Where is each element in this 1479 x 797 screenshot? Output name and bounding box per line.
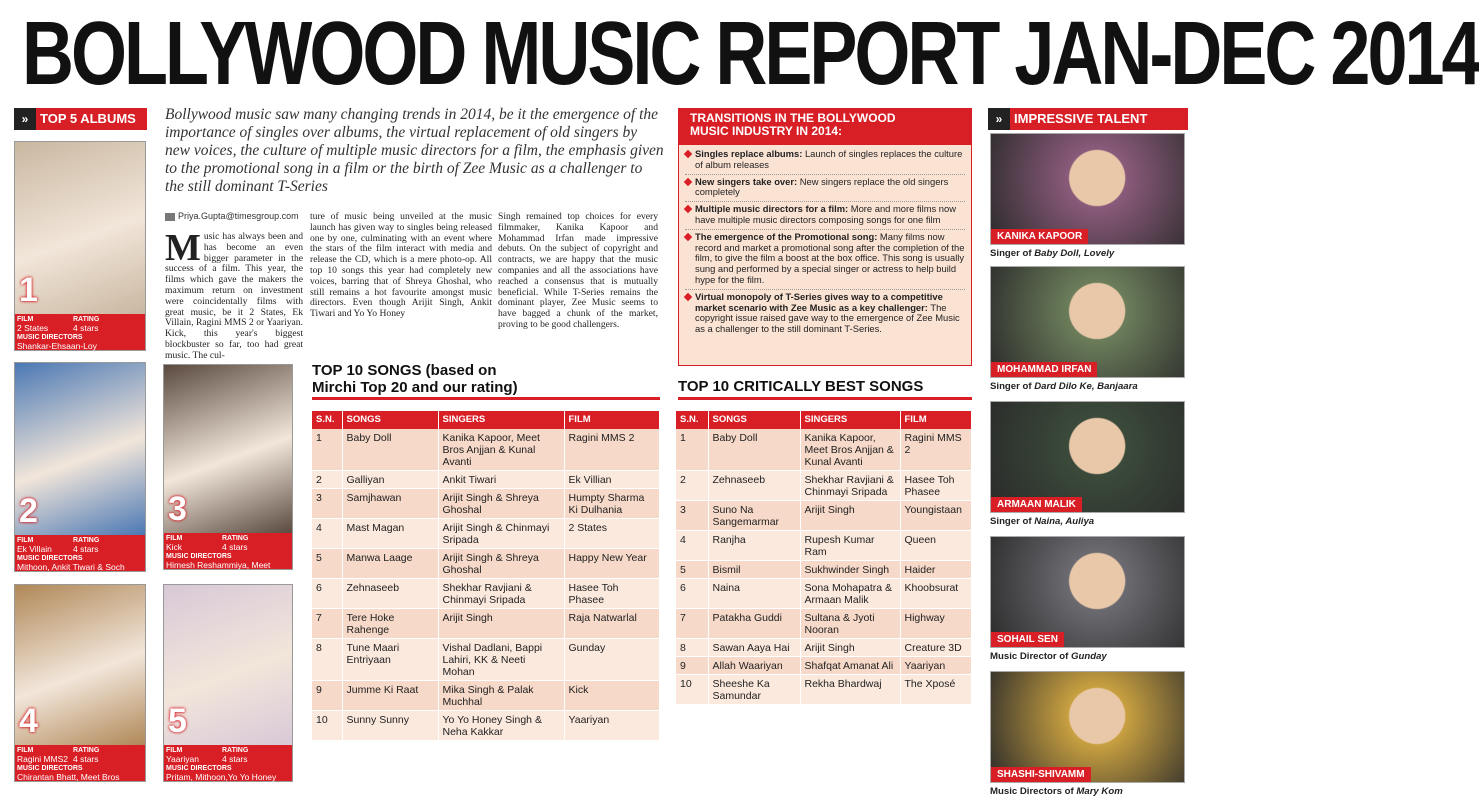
table-cell: Arijit Singh & Shreya Ghoshal bbox=[438, 549, 564, 579]
table-cell: Tune Maari Entriyaan bbox=[342, 639, 438, 681]
table-cell: Manwa Laage bbox=[342, 549, 438, 579]
table-row bbox=[312, 549, 660, 579]
table-cell: Rupesh Kumar Ram bbox=[800, 531, 900, 561]
talent-caption: Singer of Naina, Auliya bbox=[990, 516, 1095, 527]
col-singers: SINGERS bbox=[800, 411, 900, 429]
table-cell: Shafqat Amanat Ali bbox=[800, 657, 900, 675]
table-cell: 1 bbox=[676, 429, 708, 471]
album-meta: FILM RATING Kick 4 stars MUSIC DIRECTORS Himesh Reshammiya, Meet Bros Anjjan, Yo Yo Honey Singh bbox=[164, 533, 292, 569]
table-cell: Sawan Aaya Hai bbox=[708, 639, 800, 657]
talent-caption: Singer of Dard Dilo Ke, Banjaara bbox=[990, 381, 1138, 392]
album-card bbox=[163, 584, 293, 791]
table-row bbox=[676, 561, 972, 579]
diamond-bullet-icon bbox=[684, 150, 692, 158]
table-row bbox=[312, 519, 660, 549]
table-cell: Arijit Singh & Shreya Ghoshal bbox=[438, 489, 564, 519]
intro-text: Bollywood music saw many changing trends in 2014, be it the emergence of the importance of singles over albums, the virtual replacement of old singers by new voices, the culture of multiple music directors for a film, the emphasis given to the promotional song in a film or the birth of Zee Music as a challenger to the still dominant T-Series bbox=[165, 106, 664, 195]
table-cell: Suno Na Sangemarmar bbox=[708, 501, 800, 531]
album-directors: Shankar-Ehsaan-Loy bbox=[17, 341, 97, 351]
table-cell: 1 bbox=[312, 429, 342, 471]
chevron-down-icon: » bbox=[14, 108, 36, 130]
table-cell: Baby Doll bbox=[342, 429, 438, 471]
album-rank: 1 bbox=[19, 271, 38, 309]
table-row bbox=[312, 489, 660, 519]
table-cell: 4 bbox=[676, 531, 708, 561]
table-cell: Jumme Ki Raat bbox=[342, 681, 438, 711]
top10-table bbox=[312, 411, 660, 741]
table-cell: 6 bbox=[676, 579, 708, 609]
album-directors: Himesh Reshammiya, Meet Bros Anjjan, Yo Yo Honey Singh bbox=[166, 560, 287, 579]
diamond-bullet-icon bbox=[684, 177, 692, 185]
table-cell: Zehnaseeb bbox=[708, 471, 800, 501]
table-cell: 10 bbox=[676, 675, 708, 705]
album-rank: 4 bbox=[19, 702, 38, 740]
diamond-bullet-icon bbox=[684, 205, 692, 213]
table-row bbox=[312, 609, 660, 639]
table-row bbox=[312, 429, 660, 471]
talent-name: SHASHI-SHIVAMM bbox=[991, 767, 1091, 782]
talent-heading: » IMPRESSIVE TALENT bbox=[988, 108, 1188, 130]
table-cell: Yaariyan bbox=[564, 711, 660, 741]
talent-photo bbox=[990, 133, 1185, 245]
col-songs: SONGS bbox=[708, 411, 800, 429]
table-cell: Kanika Kapoor, Meet Bros Anjjan & Kunal Avanti bbox=[438, 429, 564, 471]
table-cell: Bismil bbox=[708, 561, 800, 579]
table-cell: 3 bbox=[676, 501, 708, 531]
table-cell: The Xposé bbox=[900, 675, 972, 705]
talent-photo bbox=[990, 536, 1185, 648]
table-cell: Naina bbox=[708, 579, 800, 609]
album-card bbox=[14, 141, 146, 351]
table-cell: 5 bbox=[676, 561, 708, 579]
table-row bbox=[676, 639, 972, 657]
table-cell: 2 bbox=[676, 471, 708, 501]
album-directors: Pritam, Mithoon,Yo Yo Honey Singh, Arko Pravo Mukherjee bbox=[166, 772, 277, 791]
table-cell: Haider bbox=[900, 561, 972, 579]
table-row bbox=[312, 471, 660, 489]
table-cell: 2 States bbox=[564, 519, 660, 549]
talent-photo bbox=[990, 671, 1185, 783]
talent-caption: Music Directors of Mary Kom bbox=[990, 786, 1123, 797]
album-rank: 5 bbox=[168, 702, 187, 740]
critics-rule bbox=[678, 397, 972, 400]
talent-caption: Music Director of Gunday bbox=[990, 651, 1107, 662]
table-cell: Sultana & Jyoti Nooran bbox=[800, 609, 900, 639]
article-col-3: Singh remained top choices for every filmmaker, Kanika Kapoor and Mohammad Irfan made impressive debuts. On the subject of copyright and contracts, we are happy that the music companies and all the associations have reached a consensus that is mutually beneficial. While T-Series remains the dominant player, Zee Music seems to have bagged a chunk of the market, proving to be good challengers. bbox=[498, 211, 658, 330]
chevron-down-icon: » bbox=[988, 108, 1010, 130]
talent-name: MOHAMMAD IRFAN bbox=[991, 362, 1097, 377]
top10-rule bbox=[312, 397, 660, 400]
table-cell: Raja Natwarlal bbox=[564, 609, 660, 639]
table-row bbox=[676, 471, 972, 501]
table-cell: 7 bbox=[676, 609, 708, 639]
table-cell: Allah Waariyan bbox=[708, 657, 800, 675]
top10-title: TOP 10 SONGS (based on Mirchi Top 20 and our rating) bbox=[312, 362, 518, 396]
table-cell: Yaariyan bbox=[900, 657, 972, 675]
table-cell: Patakha Guddi bbox=[708, 609, 800, 639]
table-row bbox=[676, 501, 972, 531]
table-cell: 8 bbox=[676, 639, 708, 657]
album-film: Ek Villain bbox=[17, 544, 52, 554]
table-cell: Arijit Singh bbox=[438, 609, 564, 639]
album-card bbox=[14, 362, 146, 572]
album-rating: 4 stars bbox=[222, 754, 248, 764]
table-cell: Hasee Toh Phasee bbox=[564, 579, 660, 609]
table-row bbox=[312, 711, 660, 741]
table-cell: Creature 3D bbox=[900, 639, 972, 657]
table-cell: 6 bbox=[312, 579, 342, 609]
album-film: Yaariyan bbox=[166, 754, 199, 764]
col-songs: SONGS bbox=[342, 411, 438, 429]
table-cell: Sukhwinder Singh bbox=[800, 561, 900, 579]
dropcap: M bbox=[165, 227, 201, 269]
album-film: 2 States bbox=[17, 323, 49, 333]
table-cell: 9 bbox=[312, 681, 342, 711]
table-cell: Arijit Singh bbox=[800, 501, 900, 531]
table-cell: 9 bbox=[676, 657, 708, 675]
album-rank: 2 bbox=[19, 492, 38, 530]
table-row bbox=[676, 609, 972, 639]
talent-card bbox=[990, 266, 1190, 392]
col-film: FILM bbox=[564, 411, 660, 429]
table-row bbox=[312, 639, 660, 681]
table-cell: Rekha Bhardwaj bbox=[800, 675, 900, 705]
table-cell: Ragini MMS 2 bbox=[900, 429, 972, 471]
table-cell: Arijit Singh & Chinmayi Sripada bbox=[438, 519, 564, 549]
table-cell: Samjhawan bbox=[342, 489, 438, 519]
table-cell: 5 bbox=[312, 549, 342, 579]
album-meta: FILM RATING Ek Villain 4 stars MUSIC DIRECTORS Mithoon, Ankit Tiwari & Soch bbox=[15, 535, 145, 571]
table-cell: Kanika Kapoor, Meet Bros Anjjan & Kunal Avanti bbox=[800, 429, 900, 471]
talent-card bbox=[990, 536, 1190, 662]
table-cell: Arijit Singh bbox=[800, 639, 900, 657]
talent-name: SOHAIL SEN bbox=[991, 632, 1064, 647]
album-film: Kick bbox=[166, 542, 183, 552]
album-card bbox=[163, 364, 293, 579]
table-cell: Baby Doll bbox=[708, 429, 800, 471]
table-cell: Ek Villian bbox=[564, 471, 660, 489]
table-cell: Yo Yo Honey Singh & Neha Kakkar bbox=[438, 711, 564, 741]
table-cell: Khoobsurat bbox=[900, 579, 972, 609]
table-cell: 3 bbox=[312, 489, 342, 519]
album-card bbox=[14, 584, 146, 791]
table-cell: Shekhar Ravjiani & Chinmayi Sripada bbox=[800, 471, 900, 501]
col-sn: S.N. bbox=[312, 411, 342, 429]
album-rating: 4 stars bbox=[73, 323, 99, 333]
album-meta: FILM RATING Yaariyan 4 stars MUSIC DIRECTORS Pritam, Mithoon,Yo Yo Honey Singh, Arko Pravo Mukherjee bbox=[164, 745, 292, 781]
table-row bbox=[312, 681, 660, 711]
album-meta: FILM RATING Ragini MMS2 4 stars MUSIC DIRECTORS Chirantan Bhatt, Meet Bros Anjjan, Yo Yo Honey Singh bbox=[15, 745, 145, 781]
table-cell: Vishal Dadlani, Bappi Lahiri, KK & Neeti Mohan bbox=[438, 639, 564, 681]
table-row bbox=[676, 429, 972, 471]
table-cell: Ranjha bbox=[708, 531, 800, 561]
article-col-1: Music has always been and has become an even bigger parameter in the success of a film. This year, the films which gave the makers the maximum return on investment were coincidentally films with great music, be it 2 States, Ek Villain, Ragini MMS 2 or Yaariyan. Kick, this year's biggest blockbuster so far, too had great music. The cul- bbox=[165, 227, 303, 361]
table-row bbox=[312, 579, 660, 609]
article-col-2: ture of music being unveiled at the music launch has given way to singles being released one by one, culminating with an event where the stars of the film interact with media and release the CD, which is a mere photo-op. All top 10 songs this year had completely new voices, barring that of Shreya Ghoshal, who still remains a hot favourite amongst music directors. Even though Arijit Singh, Ankit Tiwari and Yo Yo Honey bbox=[310, 211, 492, 320]
table-cell: Shekhar Ravjiani & Chinmayi Sripada bbox=[438, 579, 564, 609]
talent-card bbox=[990, 401, 1190, 527]
talent-caption: Singer of Baby Doll, Lovely bbox=[990, 248, 1115, 259]
album-rating: 4 stars bbox=[73, 544, 99, 554]
album-directors: Chirantan Bhatt, Meet Bros Anjjan, Yo Yo Honey Singh bbox=[17, 772, 120, 791]
table-row bbox=[676, 657, 972, 675]
table-row bbox=[676, 531, 972, 561]
album-rating: 4 stars bbox=[222, 542, 248, 552]
table-cell: Sona Mohapatra & Armaan Malik bbox=[800, 579, 900, 609]
page-title: BOLLYWOOD MUSIC REPORT JAN-DEC 2014 bbox=[22, 4, 1479, 104]
table-cell: 8 bbox=[312, 639, 342, 681]
table-row bbox=[676, 579, 972, 609]
table-cell: 4 bbox=[312, 519, 342, 549]
table-cell: Gunday bbox=[564, 639, 660, 681]
table-cell: Kick bbox=[564, 681, 660, 711]
album-directors: Mithoon, Ankit Tiwari & Soch bbox=[17, 562, 125, 572]
table-cell: 2 bbox=[312, 471, 342, 489]
album-meta: FILM RATING 2 States 4 stars MUSIC DIRECTORS Shankar-Ehsaan-Loy bbox=[15, 314, 145, 350]
talent-card bbox=[990, 133, 1190, 259]
talent-card bbox=[990, 671, 1190, 797]
table-cell: Happy New Year bbox=[564, 549, 660, 579]
table-cell: Tere Hoke Rahenge bbox=[342, 609, 438, 639]
transitions-box bbox=[678, 144, 972, 366]
table-row bbox=[676, 675, 972, 705]
table-cell: 10 bbox=[312, 711, 342, 741]
talent-name: ARMAAN MALIK bbox=[991, 497, 1082, 512]
transition-item: New singers take over: New singers replace the old singers completely bbox=[685, 175, 965, 203]
album-film: Ragini MMS2 bbox=[17, 754, 69, 764]
col-film: FILM bbox=[900, 411, 972, 429]
table-cell: Mast Magan bbox=[342, 519, 438, 549]
table-cell: Highway bbox=[900, 609, 972, 639]
table-cell: Humpty Sharma Ki Dulhania bbox=[564, 489, 660, 519]
table-cell: Sheeshe Ka Samundar bbox=[708, 675, 800, 705]
table-cell: Mika Singh & Palak Muchhal bbox=[438, 681, 564, 711]
mail-icon bbox=[165, 213, 175, 221]
critics-table bbox=[676, 411, 972, 705]
transition-item: The emergence of the Promotional song: Many films now record and market a promotional song after the completion of the film, to give the film a boost at the box office. This song is usually sung and performed by a special singer or actress to help build hype for the film. bbox=[685, 230, 965, 290]
col-singers: SINGERS bbox=[438, 411, 564, 429]
top5-heading: » TOP 5 ALBUMS bbox=[14, 108, 147, 130]
table-cell: 7 bbox=[312, 609, 342, 639]
talent-name: KANIKA KAPOOR bbox=[991, 229, 1088, 244]
talent-photo bbox=[990, 266, 1185, 378]
table-cell: Ankit Tiwari bbox=[438, 471, 564, 489]
table-cell: Galliyan bbox=[342, 471, 438, 489]
talent-photo bbox=[990, 401, 1185, 513]
album-rank: 3 bbox=[168, 490, 187, 528]
table-cell: Ragini MMS 2 bbox=[564, 429, 660, 471]
transition-item: Multiple music directors for a film: More and more films now have multiple music directors composing songs for one film bbox=[685, 202, 965, 230]
diamond-bullet-icon bbox=[684, 293, 692, 301]
table-cell: Zehnaseeb bbox=[342, 579, 438, 609]
col-sn: S.N. bbox=[676, 411, 708, 429]
album-rating: 4 stars bbox=[73, 754, 99, 764]
table-cell: Youngistaan bbox=[900, 501, 972, 531]
transitions-heading: TRANSITIONS IN THE BOLLYWOOD MUSIC INDUSTRY IN 2014: bbox=[678, 108, 972, 144]
table-cell: Hasee Toh Phasee bbox=[900, 471, 972, 501]
transition-item: Virtual monopoly of T-Series gives way to a competitive market scenario with Zee Music as a key challenger: The copyright issue raised gave way to the emergence of Zee Music as a challenger to the still dominant T-Series. bbox=[685, 290, 965, 338]
critics-title: TOP 10 CRITICALLY BEST SONGS bbox=[678, 378, 924, 395]
transition-item: Singles replace albums: Launch of singles replaces the culture of album releases bbox=[685, 147, 965, 175]
byline: Priya.Gupta@timesgroup.com bbox=[165, 211, 299, 221]
diamond-bullet-icon bbox=[684, 233, 692, 241]
table-cell: Queen bbox=[900, 531, 972, 561]
table-cell: Sunny Sunny bbox=[342, 711, 438, 741]
